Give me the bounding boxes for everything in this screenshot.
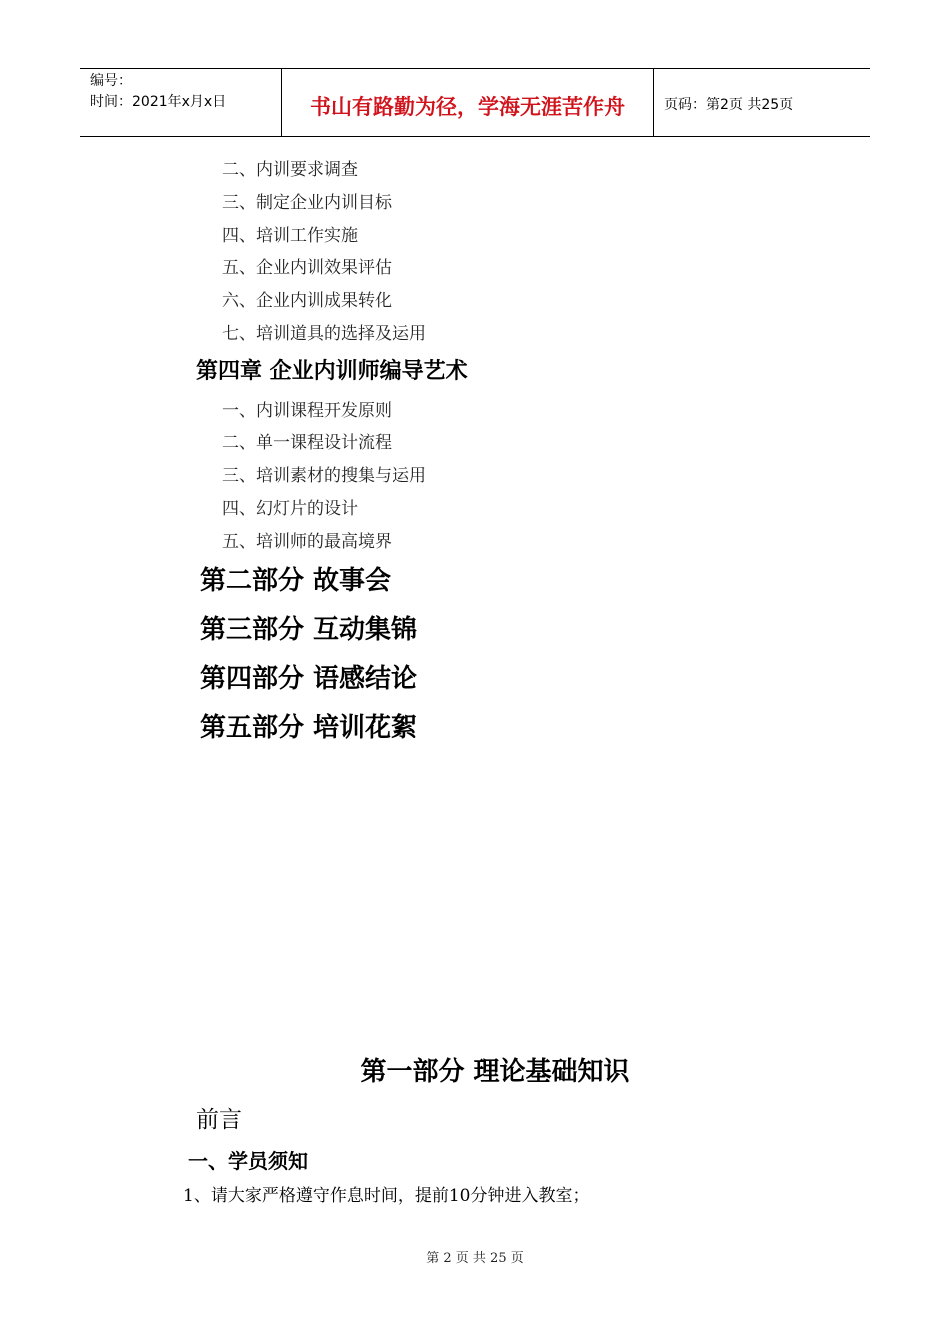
header-motto: 书山有路勤为径，学海无涯苦作舟 <box>282 69 654 136</box>
part-heading: 第二部分 故事会 <box>200 566 392 596</box>
page-header <box>80 68 870 137</box>
toc-item: 四、幻灯片的设计 <box>222 499 358 519</box>
toc-item: 七、培训道具的选择及运用 <box>222 324 426 344</box>
section-heading: 一、学员须知 <box>188 1149 308 1173</box>
header-page-info: 页码：第2页 共25页 <box>664 96 794 113</box>
document-number-label: 编号： <box>90 73 132 89</box>
chapter-heading: 第四章 企业内训师编导艺术 <box>196 359 468 384</box>
toc-item: 二、单一课程设计流程 <box>222 433 392 453</box>
toc-item: 四、培训工作实施 <box>222 226 358 246</box>
toc-item: 三、培训素材的搜集与运用 <box>222 466 426 486</box>
document-time-label: 时间：2021年x月x日 <box>90 94 227 110</box>
toc-item: 六、企业内训成果转化 <box>222 291 392 311</box>
part-one-title: 第一部分 理论基础知识 <box>360 1057 630 1087</box>
toc-item: 二、内训要求调查 <box>222 160 358 180</box>
preface-heading: 前言 <box>196 1107 242 1133</box>
part-heading: 第三部分 互动集锦 <box>200 615 418 645</box>
header-meta <box>80 69 282 136</box>
part-heading: 第四部分 语感结论 <box>200 664 418 694</box>
body-paragraph: 1、请大家严格遵守作息时间，提前10分钟进入教室； <box>183 1186 590 1206</box>
toc-item: 五、培训师的最高境界 <box>222 532 392 552</box>
toc-item: 三、制定企业内训目标 <box>222 193 392 213</box>
toc-item: 一、内训课程开发原则 <box>222 401 392 421</box>
toc-item: 五、企业内训效果评估 <box>222 258 392 278</box>
part-heading: 第五部分 培训花絮 <box>200 713 418 743</box>
page-footer: 第 2 页 共 25 页 <box>426 1251 524 1266</box>
